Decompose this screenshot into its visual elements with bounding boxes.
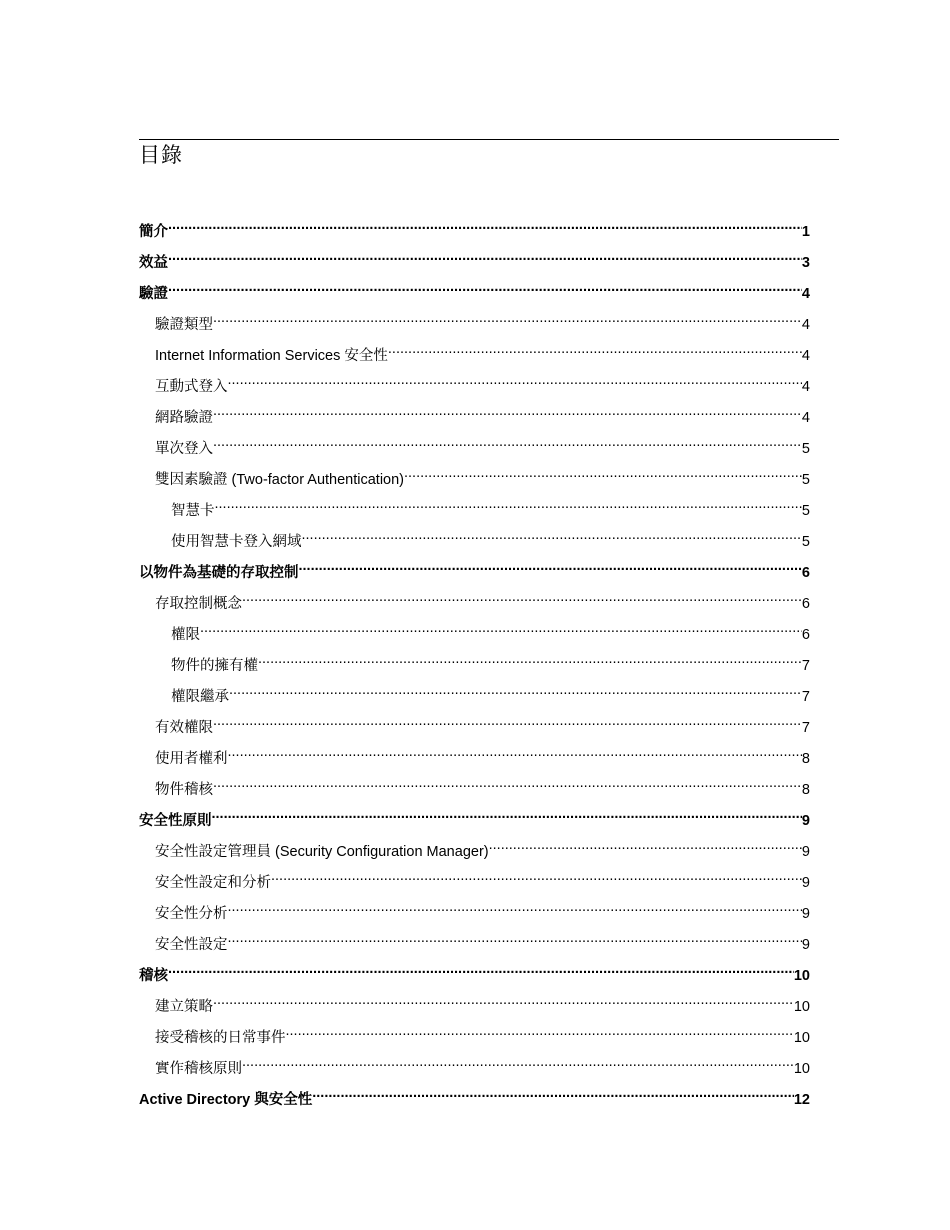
toc-page-number: 6	[801, 565, 810, 581]
toc-dot-leader	[213, 772, 802, 794]
toc-dot-leader	[168, 276, 802, 298]
toc-page-number: 4	[801, 379, 810, 395]
toc-entry-label[interactable]: 接受稽核的日常事件	[155, 1030, 286, 1046]
toc-entry[interactable]	[139, 586, 810, 617]
toc-entry-label[interactable]: Active Directory 與安全性	[139, 1092, 313, 1108]
toc-entry[interactable]	[139, 834, 810, 865]
toc-dot-leader	[168, 245, 802, 267]
toc-entry-label[interactable]: 使用智慧卡登入網域	[171, 534, 302, 550]
toc-dot-leader	[213, 400, 802, 422]
toc-dot-leader	[489, 834, 802, 856]
toc-dot-leader	[258, 648, 802, 670]
toc-dot-leader	[286, 1020, 794, 1042]
toc-dot-leader	[242, 1051, 794, 1073]
toc-page-number: 4	[801, 317, 810, 333]
toc-entry[interactable]	[139, 400, 810, 431]
toc-dot-leader	[229, 679, 802, 701]
toc-entry-label[interactable]: 簡介	[139, 224, 168, 240]
toc-page-number: 1	[801, 224, 810, 240]
toc-page-number: 10	[793, 1030, 810, 1046]
toc-entry[interactable]	[139, 648, 810, 679]
toc-dot-leader	[228, 369, 802, 391]
toc-page-number: 9	[801, 906, 810, 922]
toc-entry-label[interactable]: 雙因素驗證 (Two-factor Authentication)	[155, 472, 404, 488]
toc-dot-leader	[215, 493, 802, 515]
toc-dot-leader	[312, 1082, 794, 1104]
toc-entry-label[interactable]: 權限	[171, 627, 200, 643]
toc-dot-leader	[213, 710, 802, 732]
toc-page-number: 4	[801, 286, 810, 302]
toc-entry[interactable]	[139, 989, 810, 1020]
toc-page-number: 3	[801, 255, 810, 271]
toc-dot-leader	[212, 803, 802, 825]
toc-dot-leader	[302, 524, 802, 546]
toc-page-number: 5	[801, 472, 810, 488]
toc-entry[interactable]	[139, 1051, 810, 1082]
toc-page-number: 5	[801, 441, 810, 457]
toc-entry-label[interactable]: 互動式登入	[155, 379, 228, 395]
toc-entry-label[interactable]: 使用者權利	[155, 751, 228, 767]
toc-page-number: 10	[793, 1061, 810, 1077]
toc-entry-label[interactable]: 有效權限	[155, 720, 213, 736]
toc-dot-leader	[271, 865, 802, 887]
toc-page-number: 7	[801, 720, 810, 736]
toc-dot-leader	[213, 431, 802, 453]
toc-entry-label[interactable]: 驗證類型	[155, 317, 213, 333]
toc-entry[interactable]	[139, 338, 810, 369]
toc-entry-label[interactable]: 安全性設定和分析	[155, 875, 271, 891]
toc-entry[interactable]	[139, 1082, 810, 1113]
page-title: 目錄	[139, 144, 183, 167]
toc-entry-label[interactable]: Internet Information Services 安全性	[155, 348, 388, 364]
title-rule	[139, 139, 839, 140]
toc-entry[interactable]	[139, 617, 810, 648]
toc-dot-leader	[228, 896, 802, 918]
toc-entry-label[interactable]: 效益	[139, 255, 168, 271]
toc-entry-label[interactable]: 物件稽核	[155, 782, 213, 798]
toc-entry[interactable]	[139, 679, 810, 710]
toc-dot-leader	[168, 214, 802, 236]
toc-dot-leader	[213, 307, 802, 329]
toc-entry-label[interactable]: 權限繼承	[171, 689, 229, 705]
toc-entry[interactable]	[139, 276, 810, 307]
toc-entry-label[interactable]: 安全性設定	[155, 937, 228, 953]
toc-dot-leader	[242, 586, 802, 608]
toc-entry[interactable]	[139, 555, 810, 586]
toc-dot-leader	[299, 555, 802, 577]
toc-page-number: 9	[801, 937, 810, 953]
toc-entry[interactable]	[139, 462, 810, 493]
toc-entry-label[interactable]: 安全性原則	[139, 813, 212, 829]
toc-entry-label[interactable]: 單次登入	[155, 441, 213, 457]
toc-page-number: 6	[801, 627, 810, 643]
toc-entry[interactable]	[139, 307, 810, 338]
toc-page-number: 4	[801, 410, 810, 426]
toc-entry[interactable]	[139, 431, 810, 462]
toc-dot-leader	[228, 927, 802, 949]
toc-entry[interactable]	[139, 524, 810, 555]
toc-page-number: 9	[801, 813, 810, 829]
toc-page-number: 7	[801, 689, 810, 705]
toc-entry[interactable]	[139, 741, 810, 772]
toc-entry[interactable]	[139, 896, 810, 927]
toc-entry-label[interactable]: 建立策略	[155, 999, 213, 1015]
toc-entry-label[interactable]: 智慧卡	[171, 503, 215, 519]
toc-entry[interactable]	[139, 958, 810, 989]
toc-page-number: 10	[793, 999, 810, 1015]
toc-entry-label[interactable]: 存取控制概念	[155, 596, 242, 612]
toc-dot-leader	[168, 958, 794, 980]
toc-entry-label[interactable]: 實作稽核原則	[155, 1061, 242, 1077]
toc-entry-label[interactable]: 網路驗證	[155, 410, 213, 426]
toc-entry[interactable]	[139, 803, 810, 834]
toc-dot-leader	[404, 462, 802, 484]
toc-page-number: 10	[793, 968, 810, 984]
toc-entry-label[interactable]: 安全性設定管理員 (Security Configuration Manager)	[155, 844, 489, 860]
toc-entry-label[interactable]: 稽核	[139, 968, 168, 984]
toc-page-number: 8	[801, 751, 810, 767]
toc-entry[interactable]	[139, 865, 810, 896]
toc-dot-leader	[213, 989, 794, 1011]
toc-entry[interactable]	[139, 710, 810, 741]
toc-dot-leader	[228, 741, 802, 763]
toc-entry[interactable]	[139, 369, 810, 400]
toc-page-number: 4	[801, 348, 810, 364]
toc-page-number: 9	[801, 875, 810, 891]
toc-page-number: 12	[793, 1092, 810, 1108]
toc-entry[interactable]	[139, 1020, 810, 1051]
toc-entry[interactable]	[139, 245, 810, 276]
toc-page-number: 5	[801, 503, 810, 519]
toc-page-number: 5	[801, 534, 810, 550]
table-of-contents	[139, 214, 810, 1113]
toc-entry-label[interactable]: 以物件為基礎的存取控制	[139, 565, 299, 581]
toc-entry[interactable]	[139, 493, 810, 524]
toc-dot-leader	[200, 617, 802, 639]
toc-entry[interactable]	[139, 927, 810, 958]
toc-entry[interactable]	[139, 214, 810, 245]
toc-page-number: 8	[801, 782, 810, 798]
toc-entry-label[interactable]: 物件的擁有權	[171, 658, 258, 674]
toc-entry[interactable]	[139, 772, 810, 803]
toc-page-number: 6	[801, 596, 810, 612]
toc-dot-leader	[388, 338, 802, 360]
toc-entry-label[interactable]: 驗證	[139, 286, 168, 302]
toc-page-number: 7	[801, 658, 810, 674]
toc-entry-label[interactable]: 安全性分析	[155, 906, 228, 922]
toc-page-number: 9	[801, 844, 810, 860]
